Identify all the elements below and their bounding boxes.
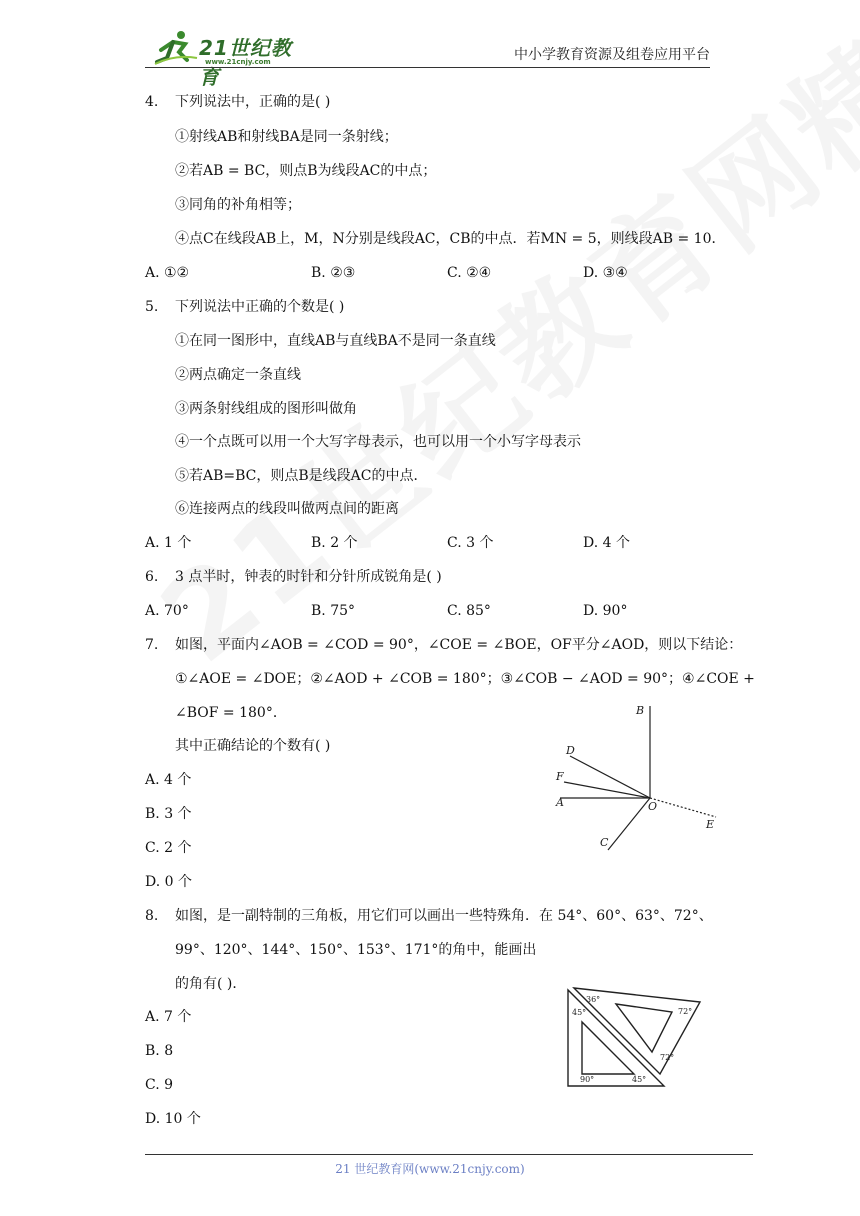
- special-triangle-inner: [616, 1004, 672, 1052]
- angle-label-72-bottom: 72°: [660, 1053, 675, 1062]
- question-6-number: 6.: [145, 569, 159, 585]
- question-5-option-d[interactable]: D. 4 个: [583, 535, 630, 551]
- question-8-triangle-rulers-figure: [560, 982, 705, 1094]
- question-6-stem: 3 点半时，钟表的时针和分针所成锐角是( ): [175, 569, 442, 585]
- question-8-line-2: 99°、120°、144°、150°、153°、171°的角中，能画出: [175, 942, 537, 958]
- footer-text[interactable]: 21 世纪教育网(www.21cnjy.com): [335, 1162, 525, 1176]
- page-header: [145, 28, 710, 89]
- question-6-option-c[interactable]: C. 85°: [447, 603, 491, 619]
- angle-label-45-top: 45°: [572, 1008, 587, 1017]
- angle-label-36: 36°: [586, 995, 601, 1004]
- question-5-statement-4: ④一个点既可以用一个大写字母表示，也可以用一个小写字母表示: [175, 434, 581, 450]
- question-4-stem: 下列说法中，正确的是( ): [175, 94, 331, 110]
- question-5-statement-6: ⑥连接两点的线段叫做两点间的距离: [175, 501, 399, 517]
- question-5-stem: 下列说法中正确的个数是( ): [175, 299, 345, 315]
- question-8-option-c[interactable]: C. 9: [145, 1077, 174, 1093]
- angle-label-72-right: 72°: [678, 1007, 693, 1016]
- question-4-option-c[interactable]: C. ②④: [447, 265, 492, 281]
- platform-title: 中小学教育资源及组卷应用平台: [514, 47, 710, 63]
- question-8-option-a[interactable]: A. 7 个: [145, 1009, 192, 1025]
- question-8-option-d[interactable]: D. 10 个: [145, 1111, 201, 1127]
- ray-oc: [608, 798, 650, 850]
- question-5-statement-1: ①在同一图形中，直线AB与直线BA不是同一条直线: [175, 333, 496, 349]
- question-6-option-a[interactable]: A. 70°: [145, 603, 189, 619]
- figure-label-a: A: [556, 796, 564, 809]
- site-logo: [151, 28, 311, 89]
- figure-label-e: E: [706, 818, 715, 831]
- question-7-option-b[interactable]: B. 3 个: [145, 806, 192, 822]
- figure-label-o: O: [648, 800, 658, 813]
- figure-label-c: C: [600, 836, 609, 849]
- question-7-angle-figure: [550, 700, 730, 860]
- question-4-statement-1: ①射线AB和射线BA是同一条射线；: [175, 129, 398, 145]
- question-7-option-c[interactable]: C. 2 个: [145, 840, 192, 856]
- logo-url: www.21cnjy.com: [205, 58, 271, 66]
- question-8-number: 8.: [145, 908, 159, 924]
- figure-label-d: D: [566, 744, 575, 757]
- question-4-statement-4: ④点C在线段AB上，M，N分别是线段AC，CB的中点．若MN = 5，则线段AB = 10．: [175, 231, 726, 247]
- figure-label-f: F: [556, 770, 564, 783]
- question-4-option-a[interactable]: A. ①②: [145, 265, 190, 281]
- question-4-statement-2: ②若AB = BC，则点B为线段AC的中点；: [175, 163, 437, 179]
- question-7-option-d[interactable]: D. 0 个: [145, 874, 192, 890]
- question-7-line-4: 其中正确结论的个数有( ): [175, 738, 331, 754]
- question-4-option-d[interactable]: D. ③④: [583, 265, 628, 281]
- question-8-option-b[interactable]: B. 8: [145, 1043, 174, 1059]
- question-7-line-3: ∠BOF = 180°．: [175, 705, 287, 721]
- question-5-statement-2: ②两点确定一条直线: [175, 367, 301, 383]
- ray-of: [564, 782, 650, 798]
- question-5-option-b[interactable]: B. 2 个: [311, 535, 358, 551]
- question-5-statement-3: ③两条射线组成的图形叫做角: [175, 401, 357, 417]
- question-5-option-a[interactable]: A. 1 个: [145, 535, 192, 551]
- angle-label-45-bottom: 45°: [632, 1075, 647, 1084]
- question-7-line-2: ①∠AOE = ∠DOE；②∠AOD + ∠COB = 180°；③∠COB − ∠AOD = 90°；④∠COE +: [175, 671, 755, 687]
- question-7-number: 7.: [145, 637, 159, 653]
- question-5-option-c[interactable]: C. 3 个: [447, 535, 494, 551]
- ray-od: [570, 756, 650, 798]
- question-7-option-a[interactable]: A. 4 个: [145, 772, 192, 788]
- question-8-stem: 如图，是一副特制的三角板，用它们可以画出一些特殊角．在 54°、60°、63°、72°、: [175, 908, 713, 924]
- question-8-line-3: 的角有( )．: [175, 976, 247, 992]
- footer-divider: [145, 1154, 753, 1155]
- question-6-option-d[interactable]: D. 90°: [583, 603, 628, 619]
- question-4-option-b[interactable]: B. ②③: [311, 265, 356, 281]
- question-4-number: 4.: [145, 94, 159, 110]
- question-5-statement-5: ⑤若AB=BC，则点B是线段AC的中点．: [175, 468, 428, 484]
- question-7-stem: 如图，平面内∠AOB = ∠COD = 90°，∠COE = ∠BOE，OF平分∠AOD，则以下结论：: [175, 637, 743, 653]
- angle-label-90: 90°: [580, 1075, 595, 1084]
- header-divider: [145, 67, 710, 68]
- figure-label-b: B: [636, 704, 645, 717]
- question-5-number: 5.: [145, 299, 159, 315]
- question-4-statement-3: ③同角的补角相等；: [175, 197, 301, 213]
- question-6-option-b[interactable]: B. 75°: [311, 603, 356, 619]
- ray-oe-dashed: [650, 798, 716, 817]
- logo-text: 21世纪教育: [199, 36, 292, 89]
- runner-logo-icon: [151, 28, 199, 68]
